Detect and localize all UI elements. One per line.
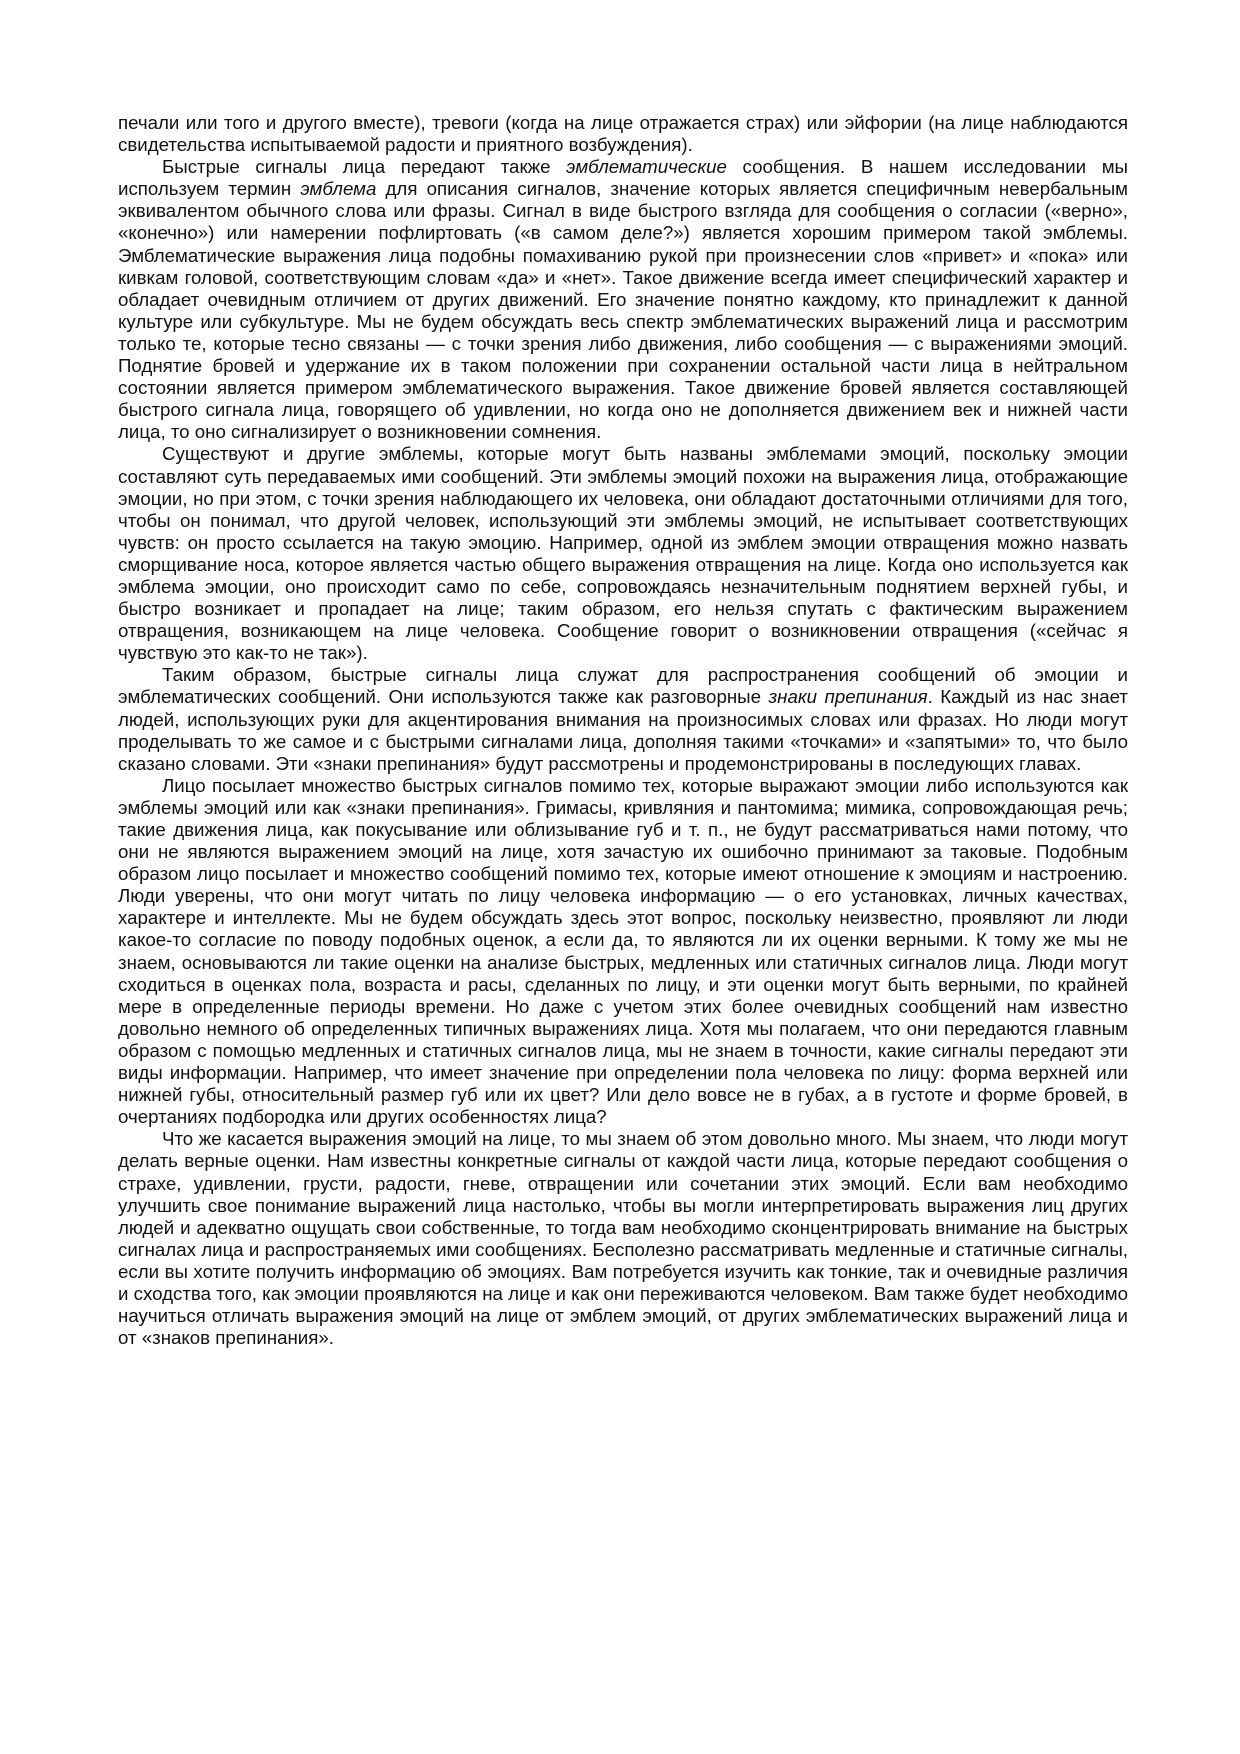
paragraph-text: Что же касается выражения эмоций на лице, то мы знаем об этом довольно много. Мы знаем, что люди могут делать верные оценки. Нам известны конкретные сигналы от каждой части лица, которые передают сообщения о страхе, удивлении, грусти, радости, гневе, отвращении или сочетании этих эмоций. Если вам необходимо улучшить свое понимание выражений лица настолько, чтобы вы могли интерпретировать выражения лиц других людей и адекватно ощущать свои собственные, то тогда вам необходимо сконцентрировать внимание на быстрых сигналах лица и распространяемых ими сообщениях. Бесполезно рассматривать медленные и статичные сигналы, если вы хотите получить информацию об эмоциях. Вам потребуется изучить как тонкие, так и очевидные различия и сходства того, как эмоции проявляются на лице и как они переживаются человеком. Вам также будет необходимо научиться отличать выражения эмоций на лице от эмблем эмоций, от других эмблематических выражений лица и от «знаков препинания». [118, 1128, 1128, 1349]
paragraph-text: Быстрые сигналы лица передают также [162, 156, 567, 178]
emphasis-term: эмблематические [566, 156, 727, 178]
paragraph-text: Таким образом, быстрые сигналы лица служат для распространения сообщений об эмоции и эмблематических сообщений. Они используются также как разговорные [118, 664, 1128, 708]
paragraph-text: . Каждый из нас знает людей, использующих руки для акцентирования внимания на произносимых словах или фразах. Но люди могут проделывать то же самое и с быстрыми сигналами лица, дополняя такими «точками» и «запятыми» то, что было сказано словами. Эти «знаки препинания» будут рассмотрены и продемонстрированы в последующих главах. [118, 686, 1128, 774]
paragraph-6 [118, 1128, 1128, 1349]
paragraph-text: Существуют и другие эмблемы, которые могут быть названы эмблемами эмоций, поскольку эмоции составляют суть передаваемых ими сообщений. Эти эмблемы эмоций похожи на выражения лица, отображающие эмоции, но при этом, с точки зрения наблюдающего их человека, они обладают достаточными отличиями для того, чтобы он понимал, что другой человек, использующий эти эмблемы эмоций, не испытывает соответствующих чувств: он просто ссылается на такую эмоцию. Например, одной из эмблем эмоции отвращения можно назвать сморщивание носа, которое является частью общего выражения отвращения на лице. Когда оно используется как эмблема эмоции, оно происходит само по себе, сопровождаясь незначительным поднятием верхней губы, и быстро возникает и пропадает на лице; таким образом, его нельзя спутать с фактическим выражением отвращения, возникающем на лице человека. Сообщение говорит о возникновении отвращения («сейчас я чувствую это как-то не так»). [118, 443, 1128, 664]
paragraph-4 [118, 664, 1128, 774]
paragraph-text: для описания сигналов, значение которых является специфичным невербальным эквивалентом обычного слова или фразы. Сигнал в виде быстрого взгляда для сообщения о согласии («верно», «конечно») или намерении пофлиртовать («в самом деле?») является хорошим примером такой эмблемы. Эмблематические выражения лица подобны помахиванию рукой при произнесении слов «привет» и «пока» или кивкам головой, соответствующим словам «да» и «нет». Такое движение всегда имеет специфический характер и обладает очевидным отличием от других движений. Его значение понятно каждому, кто принадлежит к данной культуре или субкультуре. Мы не будем обсуждать весь спектр эмблематических выражений лица и рассмотрим только те, которые тесно связаны — с точки зрения либо движения, либо сообщения — с выражениями эмоций. Поднятие бровей и удержание их в таком положении при сохранении остальной части лица в нейтральном состоянии является примером эмблематического выражения. Такое движение бровей является составляющей быстрого сигнала лица, говорящего об удивлении, но когда оно не дополняется движением век и нижней части лица, то оно сигнализирует о возникновении сомнения. [118, 178, 1128, 443]
paragraph-text: печали или того и другого вместе), тревоги (когда на лице отражается страх) или эйфории (на лице наблюдаются свидетельства испытываемой радости и приятного возбуждения). [118, 112, 1128, 156]
document-page [118, 112, 1128, 1349]
emphasis-term: знаки препинания [768, 686, 928, 708]
emphasis-term: эмблема [300, 178, 377, 200]
paragraph-3 [118, 443, 1128, 664]
paragraph-2 [118, 156, 1128, 443]
paragraph-1 [118, 112, 1128, 156]
paragraph-text: сообщения. В нашем исследовании мы используем термин [118, 156, 1128, 200]
paragraph-5 [118, 775, 1128, 1129]
paragraph-text: Лицо посылает множество быстрых сигналов помимо тех, которые выражают эмоции либо используются как эмблемы эмоций или как «знаки препинания». Гримасы, кривляния и пантомима; мимика, сопровождающая речь; такие движения лица, как покусывание или облизывание губ и т. п., не будут рассматриваться нами потому, что они не являются выражением эмоций на лице, хотя зачастую их ошибочно принимают за таковые. Подобным образом лицо посылает и множество сообщений помимо тех, которые имеют отношение к эмоциям и настроению. Люди уверены, что они могут читать по лицу человека информацию — о его установках, личных качествах, характере и интеллекте. Мы не будем обсуждать здесь этот вопрос, поскольку неизвестно, проявляют ли люди какое-то согласие по поводу подобных оценок, а если да, то являются ли их оценки верными. К тому же мы не знаем, основываются ли такие оценки на анализе быстрых, медленных или статичных сигналов лица. Люди могут сходиться в оценках пола, возраста и расы, сделанных по лицу, и эти оценки могут быть верными, по крайней мере в определенные периоды времени. Но даже с учетом этих более очевидных сообщений нам известно довольно немного об определенных типичных выражениях лица. Хотя мы полагаем, что они передаются главным образом с помощью медленных и статичных сигналов лица, мы не знаем в точности, какие сигналы передают эти виды информации. Например, что имеет значение при определении пола человека по лицу: форма верхней или нижней губы, относительный размер губ или их цвет? Или дело вовсе не в губах, а в густоте и форме бровей, в очертаниях подбородка или других особенностях лица? [118, 774, 1128, 1128]
